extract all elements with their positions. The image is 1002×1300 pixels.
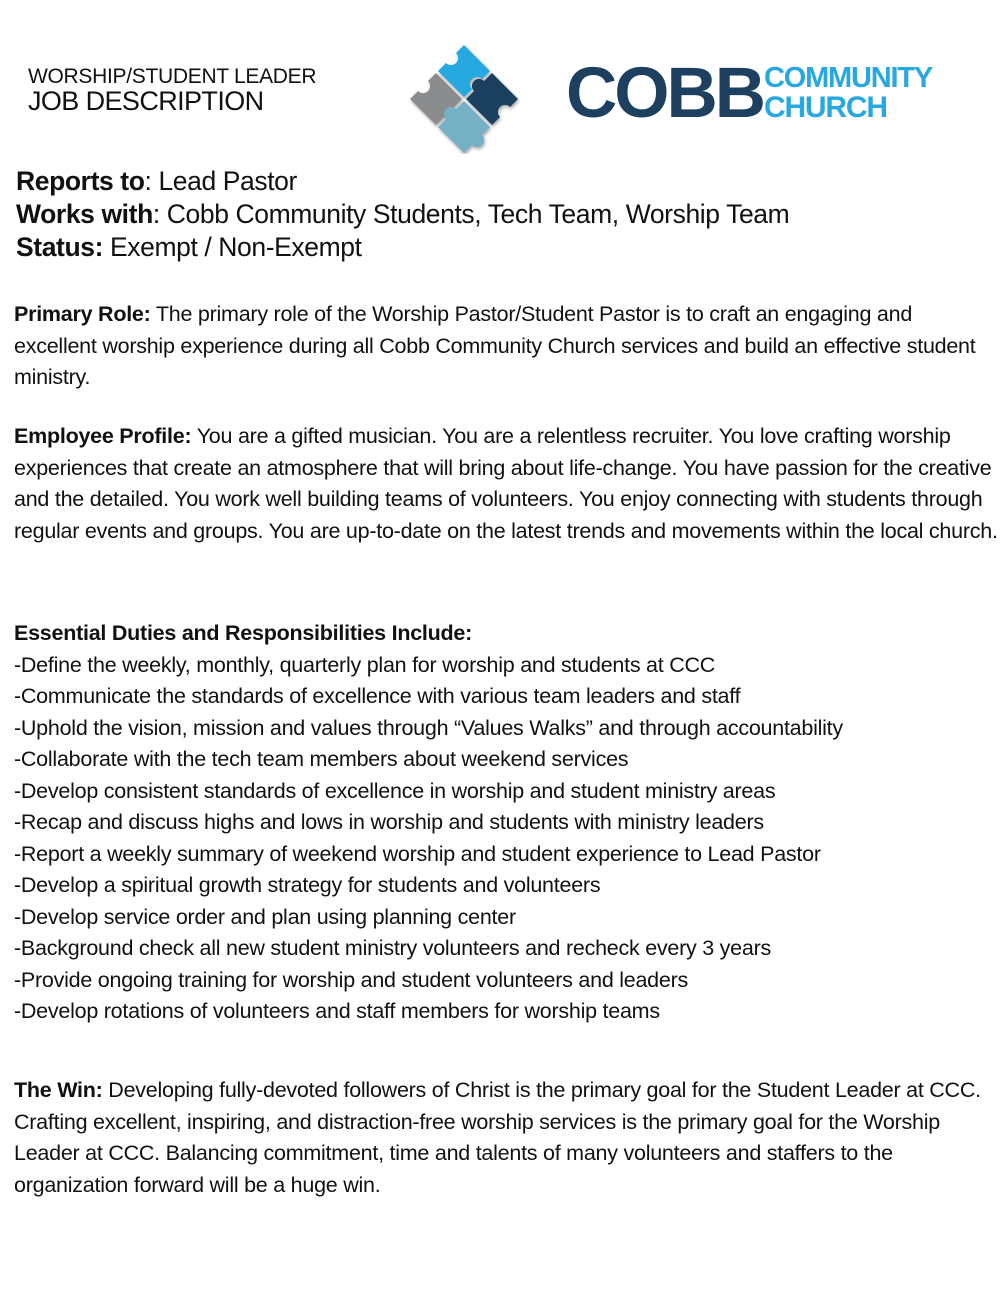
document-title — [28, 66, 316, 115]
job-meta — [16, 165, 789, 264]
document-title-line2: JOB DESCRIPTION — [28, 86, 264, 116]
the-win-paragraph — [14, 1075, 1000, 1201]
primary-role-paragraph — [14, 299, 1000, 394]
duty-item: -Communicate the standards of excellence with various team leaders and staff — [14, 684, 741, 708]
duty-item: -Develop service order and plan using planning center — [14, 904, 516, 929]
works-with-label: Works with — [16, 199, 153, 229]
duty-item: -Define the weekly, monthly, quarterly plan for worship and students at CCC — [14, 652, 716, 677]
duty-item: -Develop consistent standards of excellence in worship and student ministry areas — [14, 778, 776, 803]
duty-item: -Collaborate with the tech team members about weekend services — [14, 747, 629, 771]
primary-role-text: The primary role of the Worship Pastor/Student Pastor is to craft an engaging and excellent worship experience during all Cobb Community Church services and build an effective student ministry. — [14, 302, 976, 389]
employee-profile-text: You are a gifted musician. You are a relentless recruiter. You love crafting worship experiences that create an atmosphere that will bring about life-change. You have passion for the creative and the detailed. You work well building teams of volunteers. You enjoy connecting with students through regular events and groups. You are up-to-date on the latest trends and movements within the local church. — [14, 424, 998, 543]
status-row — [16, 231, 789, 264]
reports-to-value: : Lead Pastor — [144, 166, 297, 196]
primary-role-label: Primary Role: — [14, 302, 151, 326]
status-label: Status: — [16, 232, 104, 262]
document-title-line1: WORSHIP/STUDENT LEADER — [28, 65, 317, 88]
employee-profile-label: Employee Profile: — [14, 424, 192, 448]
works-with-value: : Cobb Community Students, Tech Team, Worship Team — [152, 199, 790, 229]
employee-profile-paragraph — [14, 421, 1000, 547]
duty-item: -Recap and discuss highs and lows in worship and students with ministry leaders — [14, 810, 764, 834]
duty-item: -Develop rotations of volunteers and staff members for worship teams — [14, 999, 660, 1023]
duties-section — [14, 618, 1000, 1028]
duty-item: -Develop a spiritual growth strategy for students and volunteers — [14, 873, 601, 897]
the-win-label: The Win: — [14, 1078, 103, 1102]
status-value: Exempt / Non-Exempt — [103, 232, 362, 262]
logo-word-cobb: COBB — [566, 54, 764, 133]
page-header — [0, 0, 1002, 160]
duty-item: -Provide ongoing training for worship and student volunteers and leaders — [14, 967, 689, 992]
duty-item: -Report a weekly summary of weekend worship and student experience to Lead Pastor — [14, 841, 821, 866]
logo-word-community: COMMUNITY — [764, 62, 933, 94]
the-win-text: Developing fully-devoted followers of Christ is the primary goal for the Student Leader at CCC. Crafting excellent, inspiring, and distraction-free worship services is the primary goal for the Worship Leader at CCC. Balancing commitment, time and talents of many volunteers and staffers to the organization forward will be a huge win. — [14, 1078, 981, 1197]
duties-heading-text: Essential Duties and Responsibilities Include: — [14, 621, 473, 645]
duties-heading — [14, 618, 1000, 650]
logo-word-church: CHURCH — [764, 91, 887, 124]
reports-to-row — [16, 165, 789, 198]
works-with-row — [16, 198, 789, 231]
reports-to-label: Reports to — [16, 166, 145, 196]
duty-item: -Background check all new student ministry volunteers and recheck every 3 years — [14, 936, 772, 960]
puzzle-logo-icon — [390, 42, 538, 154]
logo-subtitle — [764, 64, 954, 122]
duty-item: -Uphold the vision, mission and values through “Values Walks” and through accountability — [14, 715, 843, 740]
